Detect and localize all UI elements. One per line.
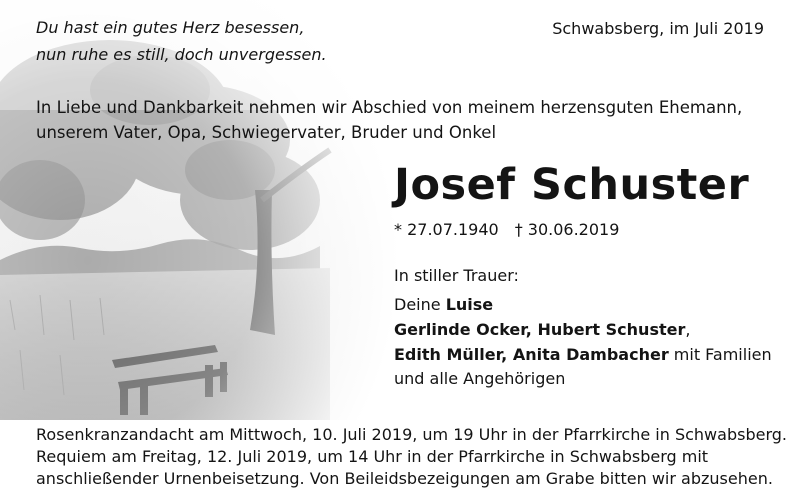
- mourners-line-3-suffix: mit Familien: [668, 345, 772, 364]
- mourners-line-4: und alle Angehörigen: [394, 369, 566, 388]
- intro-line-2: unserem Vater, Opa, Schwiegervater, Bruder und Onkel: [36, 123, 497, 142]
- mourners-line-3: [394, 345, 772, 364]
- deceased-name: Josef Schuster: [394, 160, 750, 210]
- mourner-wife: Luise: [445, 295, 494, 314]
- mourner-daughter: Gerlinde Ocker: [394, 320, 526, 339]
- footer-line-2: Requiem am Freitag, 12. Juli 2019, um 14 Uhr in der Pfarrkirche in Schwabsberg mit: [36, 447, 709, 466]
- life-dates: [394, 220, 619, 239]
- motto-line-2: nun ruhe es still, doch unvergessen.: [36, 45, 327, 64]
- intro-line-1: In Liebe und Dankbarkeit nehmen wir Abschied von meinem herzensguten Ehemann,: [36, 98, 743, 117]
- mourner-sibling-2: Anita Dambacher: [512, 345, 669, 364]
- mourners-separator: ,: [525, 320, 538, 339]
- mourner-sibling: Edith Müller: [394, 345, 502, 364]
- birth-date: * 27.07.1940: [394, 220, 499, 239]
- footer-line-3: anschließender Urnenbeisetzung. Von Beileidsbezeigungen am Grabe bitten wir abzusehen.: [36, 469, 773, 488]
- mourners-heading: In stiller Trauer:: [394, 266, 519, 285]
- mourners-line-1: [394, 295, 493, 314]
- death-date: † 30.06.2019: [514, 220, 620, 239]
- mourner-son: Hubert Schuster: [537, 320, 686, 339]
- mourners-line-1-prefix: Deine: [394, 295, 446, 314]
- mourners-line-2-end: ,: [685, 320, 691, 339]
- mourners-line-2: [394, 320, 690, 339]
- place-date: Schwabsberg, im Juli 2019: [552, 19, 764, 38]
- mourners-separator: ,: [501, 345, 513, 364]
- motto-line-1: Du hast ein gutes Herz besessen,: [36, 18, 305, 37]
- footer-line-1: Rosenkranzandacht am Mittwoch, 10. Juli 2019, um 19 Uhr in der Pfarrkirche in Schwabsberg.: [36, 425, 787, 444]
